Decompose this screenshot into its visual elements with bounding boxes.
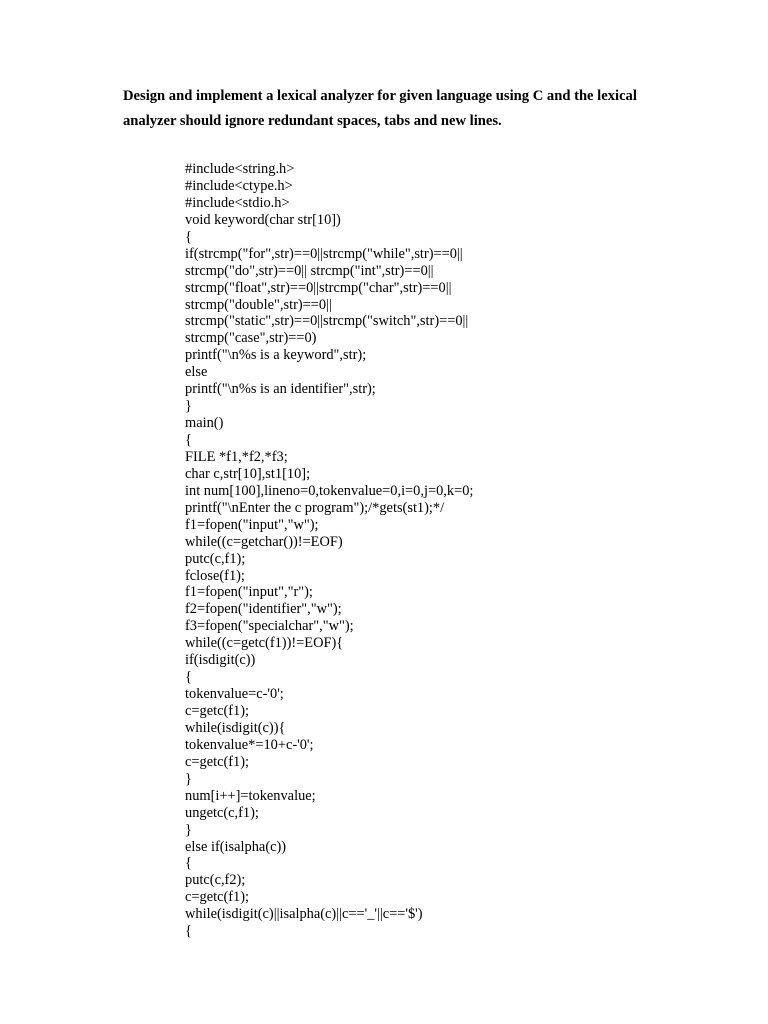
code-line: void keyword(char str[10]) xyxy=(185,211,341,228)
code-line: printf("\nEnter the c program");/*gets(st1);*/ xyxy=(185,499,445,516)
code-line: tokenvalue*=10+c-'0'; xyxy=(185,736,314,753)
code-line: putc(c,f2); xyxy=(185,872,246,889)
code-line: { xyxy=(185,923,192,940)
code-line: { xyxy=(185,855,192,872)
code-line: else xyxy=(185,364,208,381)
code-line: int num[100],lineno=0,tokenvalue=0,i=0,j=0,k=0; xyxy=(185,482,474,499)
heading-line: analyzer should ignore redundant spaces, tabs and new lines. xyxy=(123,113,502,129)
code-line: } xyxy=(185,770,192,787)
code-line: while(isdigit(c)){ xyxy=(185,719,286,736)
code-line: f2=fopen("identifier","w"); xyxy=(185,601,342,618)
code-line: fclose(f1); xyxy=(185,567,245,584)
code-line: while(isdigit(c)||isalpha(c)||c=='_'||c=='$') xyxy=(185,906,423,923)
code-line: strcmp("do",str)==0|| strcmp("int",str)==0|| xyxy=(185,262,434,279)
code-line: c=getc(f1); xyxy=(185,889,250,906)
code-line: char c,str[10],st1[10]; xyxy=(185,465,311,482)
code-line: printf("\n%s is an identifier",str); xyxy=(185,381,376,398)
code-line: strcmp("static",str)==0||strcmp("switch",str)==0|| xyxy=(185,313,469,330)
code-line: f1=fopen("input","r"); xyxy=(185,584,313,601)
code-line: #include<stdio.h> xyxy=(185,194,290,211)
code-line: { xyxy=(185,228,192,245)
code-line: num[i++]=tokenvalue; xyxy=(185,787,316,804)
code-line: } xyxy=(185,398,192,415)
code-line: FILE *f1,*f2,*f3; xyxy=(185,448,288,465)
code-line: f3=fopen("specialchar","w"); xyxy=(185,618,354,635)
heading-line: Design and implement a lexical analyzer for given language using C and the lexical xyxy=(123,88,637,104)
code-line: f1=fopen("input","w"); xyxy=(185,516,319,533)
code-line: #include<string.h> xyxy=(185,161,295,177)
code-line: c=getc(f1); xyxy=(185,703,250,719)
code-line: printf("\n%s is a keyword",str); xyxy=(185,347,367,364)
code-line: else if(isalpha(c)) xyxy=(185,838,287,855)
code-line: putc(c,f1); xyxy=(185,550,246,567)
code-listing xyxy=(185,161,473,940)
code-line: tokenvalue=c-'0'; xyxy=(185,686,284,703)
code-line: { xyxy=(185,432,192,448)
code-line: #include<ctype.h> xyxy=(185,177,293,194)
code-line: c=getc(f1); xyxy=(185,753,250,770)
code-line: if(strcmp("for",str)==0||strcmp("while",str)==0|| xyxy=(185,245,463,262)
code-line: while((c=getchar())!=EOF) xyxy=(185,533,343,550)
code-line: if(isdigit(c)) xyxy=(185,652,256,669)
code-line: strcmp("case",str)==0) xyxy=(185,330,317,347)
code-line: strcmp("double",str)==0|| xyxy=(185,296,332,313)
code-line: { xyxy=(185,669,192,686)
assignment-heading xyxy=(123,84,683,134)
code-line: main() xyxy=(185,415,224,432)
code-line: while((c=getc(f1))!=EOF){ xyxy=(185,635,344,652)
code-line: strcmp("float",str)==0||strcmp("char",str)==0|| xyxy=(185,279,452,296)
code-line: ungetc(c,f1); xyxy=(185,804,259,821)
code-line: } xyxy=(185,821,192,838)
